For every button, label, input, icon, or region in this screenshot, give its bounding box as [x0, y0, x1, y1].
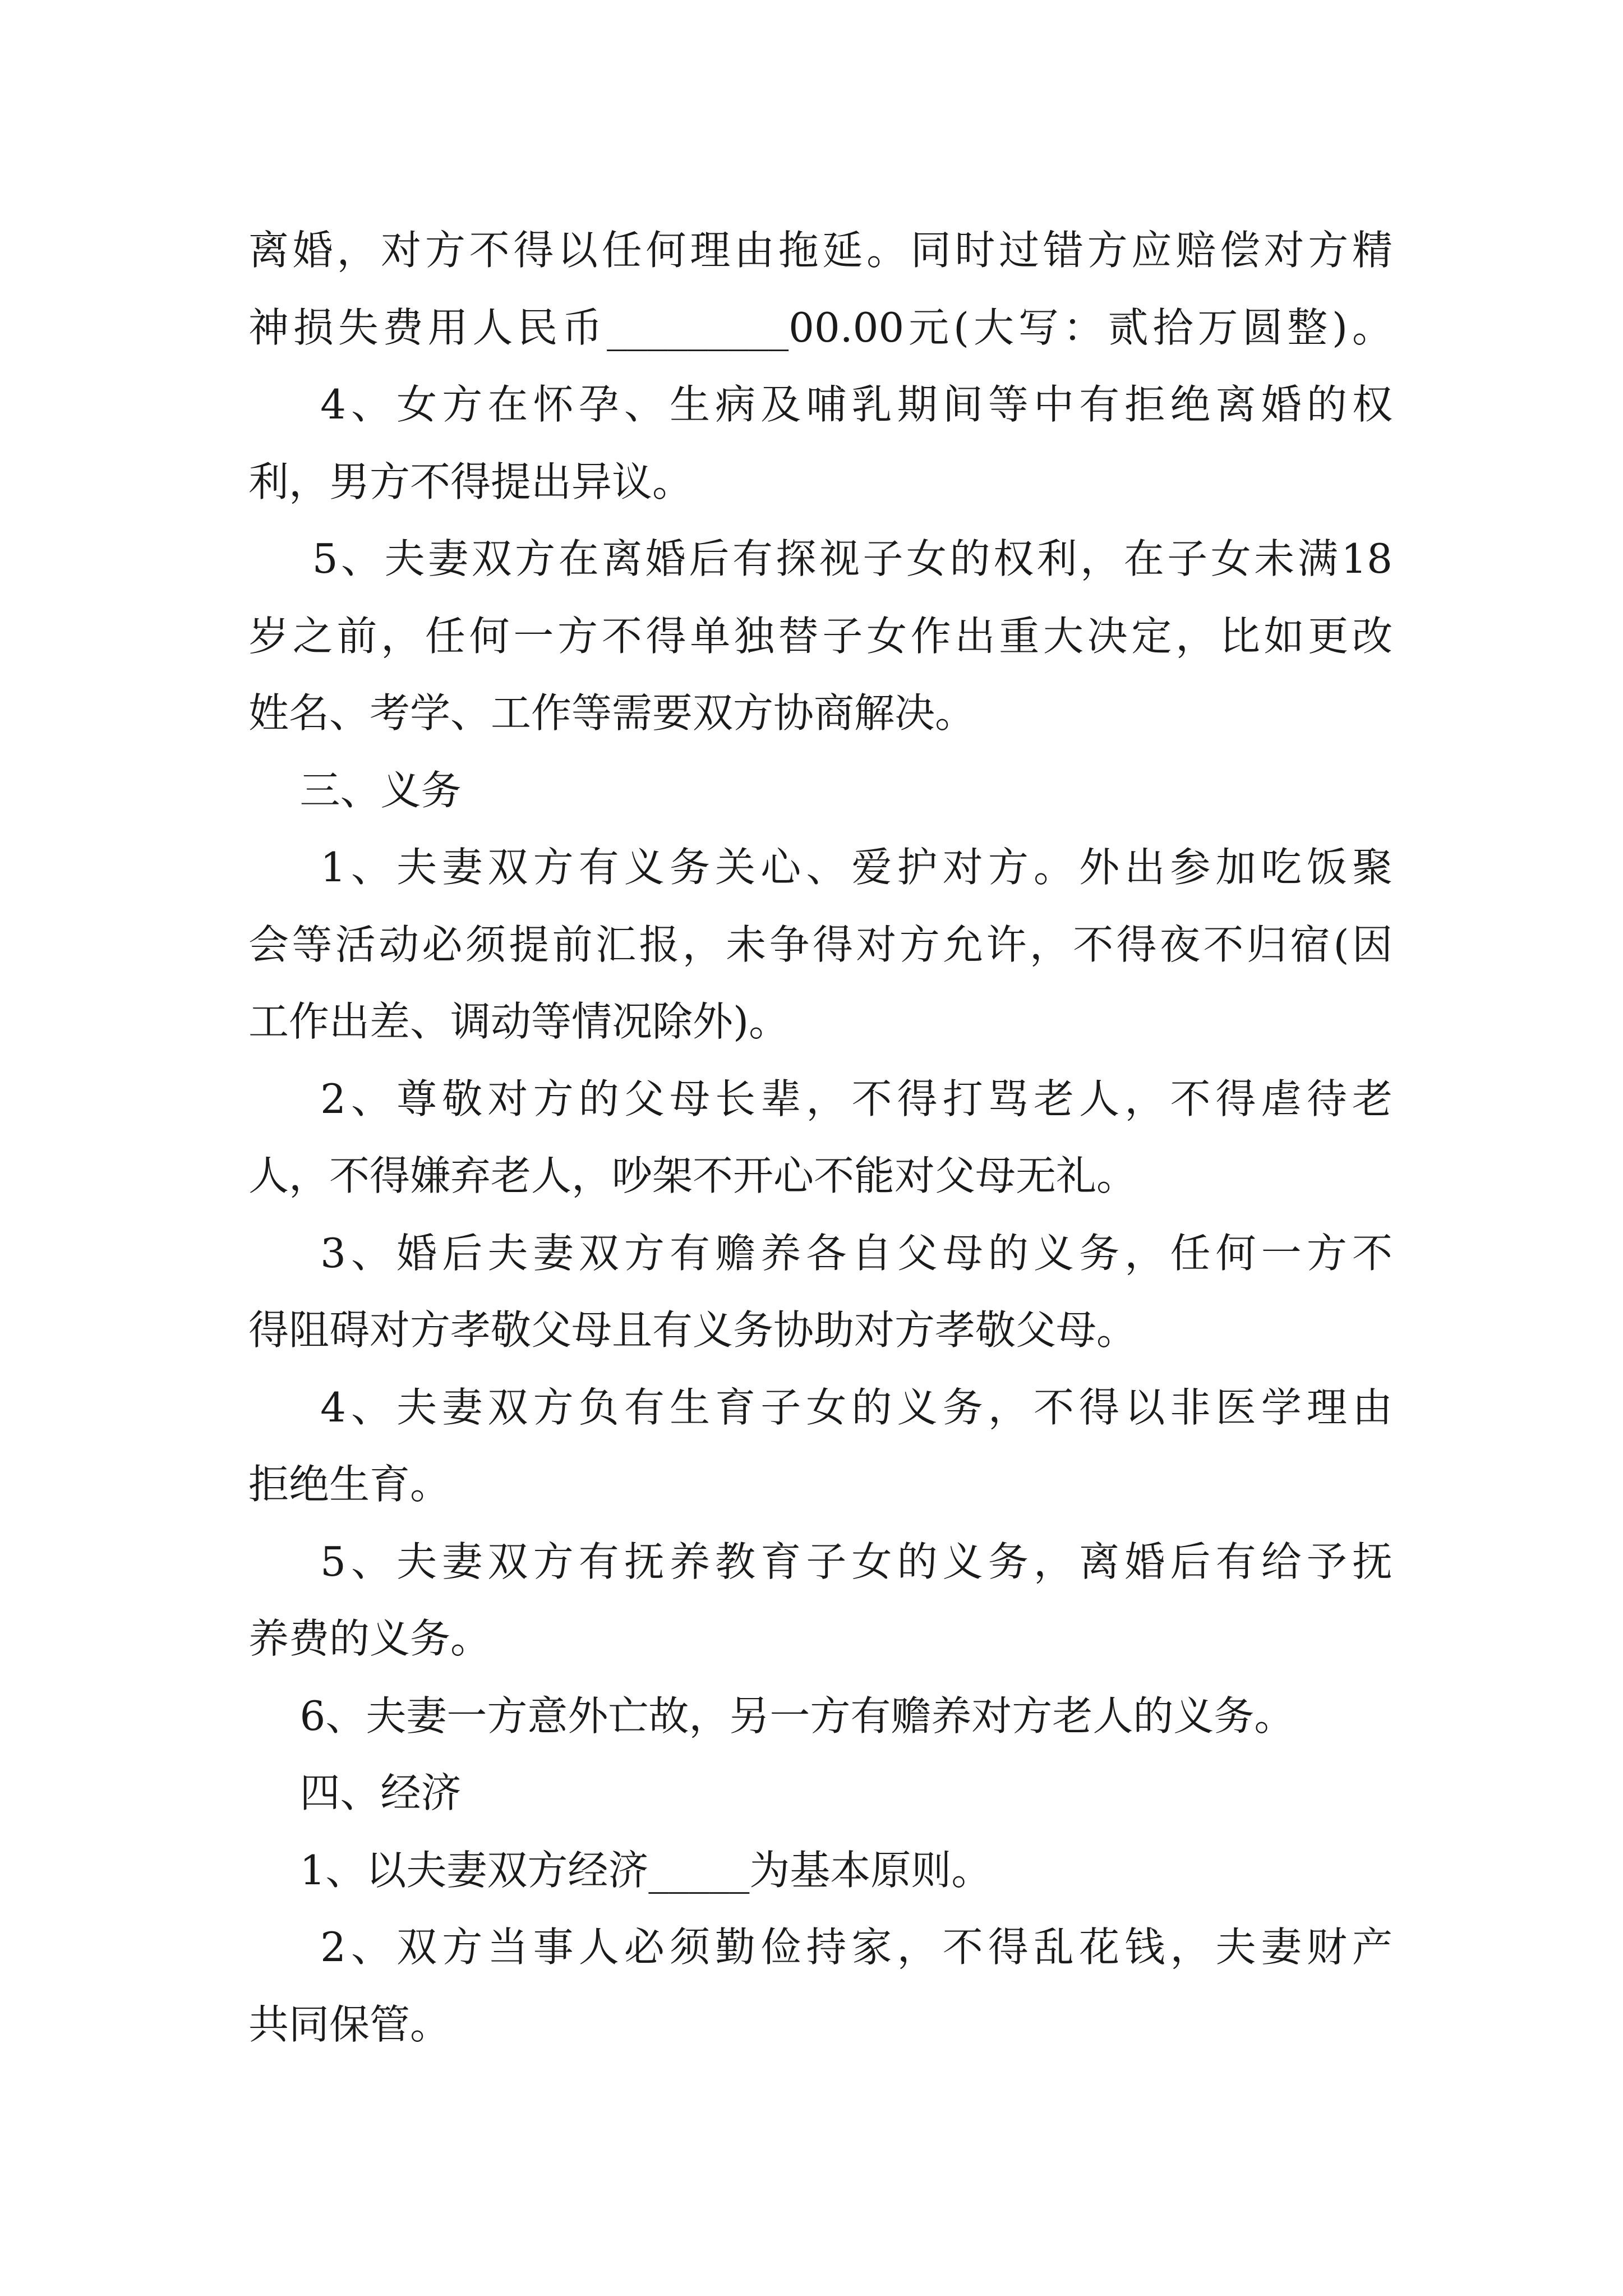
text-line: 养费的义务。 [248, 1615, 491, 1662]
text-line: 工作出差、调动等情况除外)。 [248, 998, 790, 1045]
text-line: 姓名、考学、工作等需要双方协商解决。 [248, 689, 976, 737]
text-line: 2、尊敬对方的父母长辈，不得打骂老人，不得虐待老 [248, 1075, 1393, 1122]
text-line: 6、夫妻一方意外亡故，另一方有赡养对方老人的义务。 [248, 1692, 1295, 1740]
text-line: 神损失费用人民币_________00.00元(大写：贰拾万圆整)。 [248, 303, 1393, 351]
paragraph-economy-1 [248, 1832, 1393, 1910]
text-line: 4、女方在怀孕、生病及哺乳期间等中有拒绝离婚的权 [248, 381, 1393, 428]
section-heading-economy [248, 1755, 1393, 1832]
section-heading: 三、义务 [248, 766, 462, 814]
text-line: 4、夫妻双方负有生育子女的义务，不得以非医学理由 [248, 1383, 1393, 1431]
text-line: 3、婚后夫妻双方有赡养各自父母的义务，任何一方不 [248, 1229, 1393, 1277]
document-body [248, 212, 1393, 2063]
paragraph-obligations-4 [248, 1369, 1393, 1524]
text-line: 岁之前，任何一方不得单独替子女作出重大决定，比如更改 [248, 612, 1393, 660]
paragraph-obligations-6 [248, 1678, 1393, 1755]
text-line: 5、夫妻双方有抚养教育子女的义务，离婚后有给予抚 [248, 1538, 1393, 1585]
section-heading: 四、经济 [248, 1769, 462, 1816]
text-line: 1、以夫妻双方经济_____为基本原则。 [248, 1846, 992, 1894]
text-line: 拒绝生育。 [248, 1461, 451, 1508]
text-line: 人，不得嫌弃老人，吵架不开心不能对父母无礼。 [248, 1152, 1137, 1199]
paragraph-rights-3-continued [248, 212, 1393, 366]
paragraph-economy-2 [248, 1909, 1393, 2063]
text-line: 5、夫妻双方在离婚后有探视子女的权利，在子女未满18 [248, 535, 1393, 582]
paragraph-rights-4 [248, 366, 1393, 521]
text-line: 得阻碍对方孝敬父母且有义务协助对方孝敬父母。 [248, 1306, 1137, 1354]
text-line: 利，男方不得提出异议。 [248, 458, 693, 505]
text-line: 会等活动必须提前汇报，未争得对方允许，不得夜不归宿(因 [248, 921, 1393, 968]
paragraph-obligations-2 [248, 1061, 1393, 1215]
text-line: 共同保管。 [248, 2000, 451, 2048]
section-heading-obligations [248, 752, 1393, 830]
paragraph-rights-5 [248, 521, 1393, 752]
text-line: 2、双方当事人必须勤俭持家，不得乱花钱，夫妻财产 [248, 1924, 1393, 1971]
text-line: 1、夫妻双方有义务关心、爱护对方。外出参加吃饭聚 [248, 844, 1393, 891]
paragraph-obligations-1 [248, 829, 1393, 1061]
paragraph-obligations-5 [248, 1524, 1393, 1678]
paragraph-obligations-3 [248, 1215, 1393, 1369]
text-line: 离婚，对方不得以任何理由拖延。同时过错方应赔偿对方精 [248, 227, 1393, 274]
